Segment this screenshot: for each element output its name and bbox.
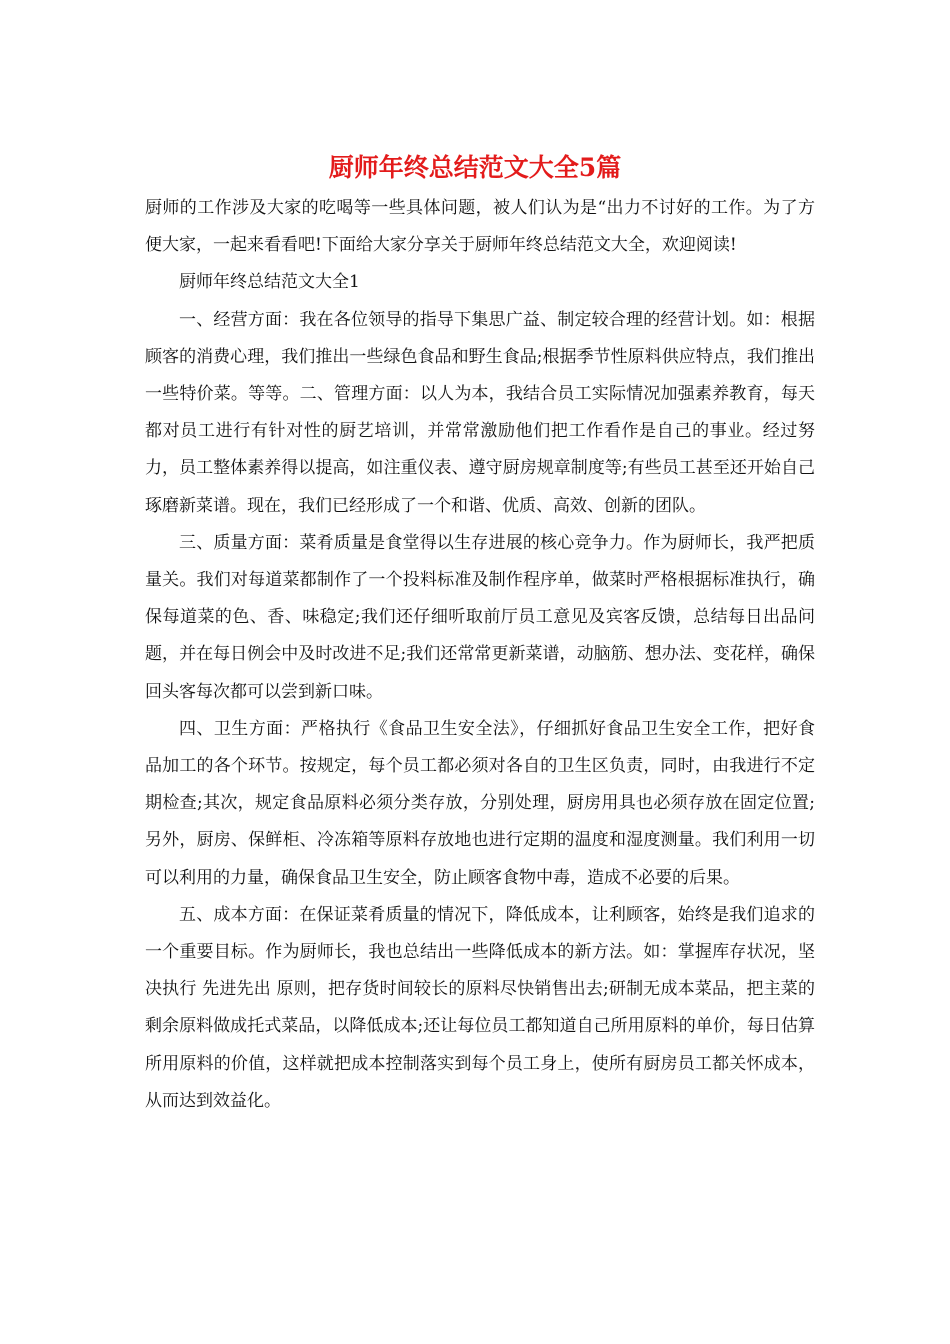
paragraph-cost: 五、成本方面：在保证菜肴质量的情况下，降低成本，让利顾客，始终是我们追求的一个重要目标。作为厨师长，我也总结出一些降低成本的新方法。如：掌握库存状况，坚决执行 先进先出 原则，把存货时间较长的原料尽快销售出去;研制无成本菜品，把主菜的剩余原料做成托式菜品，以降低成本;还让每位员工都知道自己所用原料的单价，每日估算所用原料的价值，这样就把成本控制落实到每个员工身上，使所有厨房员工都关怀成本，从而达到效益化。 [145, 904, 815, 1111]
intro-paragraph: 厨师的工作涉及大家的吃喝等一些具体问题，被人们认为是“出力不讨好的工作。为了方便大家，一起来看看吧!下面给大家分享关于厨师年终总结范文大全，欢迎阅读! [145, 198, 815, 256]
document-title: 厨师年终总结范文大全5篇 [328, 153, 622, 182]
section-heading: 厨师年终总结范文大全1 [179, 272, 360, 293]
paragraph-quality: 三、质量方面：菜肴质量是食堂得以生存进展的核心竞争力。作为厨师长，我严把质量关。我们对每道菜都制作了一个投料标准及制作程序单，做菜时严格根据标准执行，确保每道菜的色、香、味稳定;我们还仔细听取前厅员工意见及宾客反馈，总结每日出品问题，并在每日例会中及时改进不足;我们还常常更新菜谱，动脑筋、想办法、变花样，确保回头客每次都可以尝到新口味。 [145, 532, 815, 702]
paragraph-business: 一、经营方面：我在各位领导的指导下集思广益、制定较合理的经营计划。如：根据顾客的消费心理，我们推出一些绿色食品和野生食品;根据季节性原料供应特点，我们推出一些特价菜。等等。二、管理方面：以人为本，我结合员工实际情况加强素养教育，每天都对员工进行有针对性的厨艺培训，并常常激励他们把工作看作是自己的事业。经过努力，员工整体素养得以提高，如注重仪表、遵守厨房规章制度等;有些员工甚至还开始自己琢磨新菜谱。现在，我们已经形成了一个和谐、优质、高效、创新的团队。 [145, 309, 815, 516]
document-body [145, 190, 815, 1120]
paragraph-hygiene: 四、卫生方面：严格执行《食品卫生安全法》，仔细抓好食品卫生安全工作，把好食品加工的各个环节。按规定，每个员工都必须对各自的卫生区负责，同时，由我进行不定期检查;其次，规定食品原料必须分类存放，分别处理，厨房用具也必须存放在固定位置;另外，厨房、保鲜柜、冷冻箱等原料存放地也进行定期的温度和湿度测量。我们利用一切可以利用的力量，确保食品卫生安全，防止顾客食物中毒，造成不必要的后果。 [145, 718, 815, 888]
